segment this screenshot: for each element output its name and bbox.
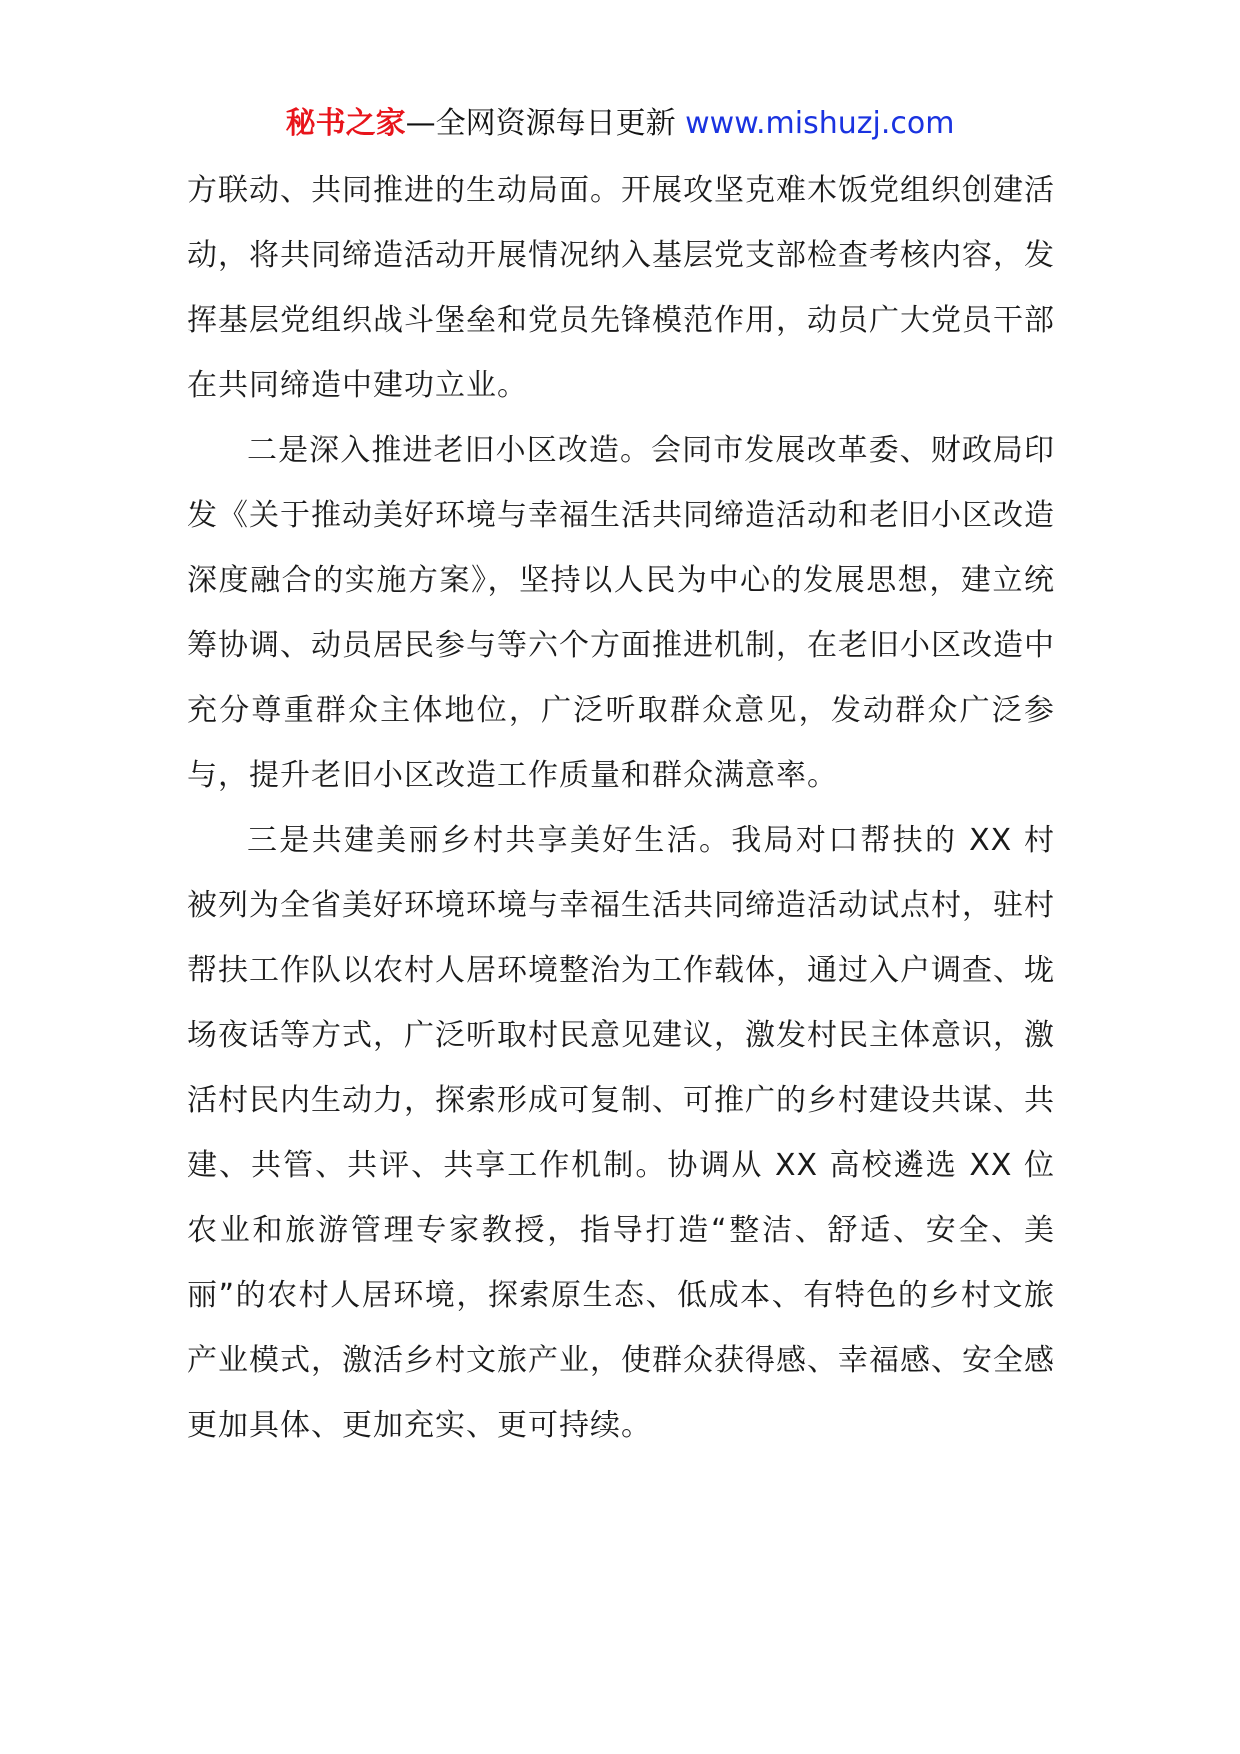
site-header bbox=[0, 104, 1240, 144]
paragraph-old-community-renovation: 二是深入推进老旧小区改造。会同市发展改革委、财政局印发《关于推动美好环境与幸福生活共同缔造活动和老旧小区改造深度融合的实施方案》，坚持以人民为中心的发展思想，建立统筹协调、动员居民参与等六个方面推进机制，在老旧小区改造中充分尊重群众主体地位，广泛听取群众意见，发动群众广泛参与，提升老旧小区改造工作质量和群众满意率。 bbox=[187, 433, 1055, 793]
paragraph-continuation: 方联动、共同推进的生动局面。开展攻坚克难木饭党组织创建活动，将共同缔造活动开展情况纳入基层党支部检查考核内容，发挥基层党组织战斗堡垒和党员先锋模范作用，动员广大党员干部在共同缔造中建功立业。 bbox=[187, 173, 1055, 403]
site-brand: 秘书之家 bbox=[285, 106, 406, 141]
document-body bbox=[187, 158, 1055, 1458]
site-url-link[interactable]: www.mishuzj.com bbox=[685, 106, 955, 141]
paragraph-beautiful-village: 三是共建美丽乡村共享美好生活。我局对口帮扶的 XX 村被列为全省美好环境环境与幸福生活共同缔造活动试点村，驻村帮扶工作队以农村人居环境整治为工作载体，通过入户调查、垅场夜话等方式，广泛听取村民意见建议，激发村民主体意识，激活村民内生动力，探索形成可复制、可推广的乡村建设共谋、共建、共管、共评、共享工作机制。协调从 XX 高校遴选 XX 位农业和旅游管理专家教授，指导打造“整洁、舒适、安全、美丽”的农村人居环境，探索原生态、低成本、有特色的乡村文旅产业模式，激活乡村文旅产业，使群众获得感、幸福感、安全感更加具体、更加充实、更可持续。 bbox=[187, 823, 1055, 1443]
site-tagline: —全网资源每日更新 bbox=[405, 106, 676, 141]
